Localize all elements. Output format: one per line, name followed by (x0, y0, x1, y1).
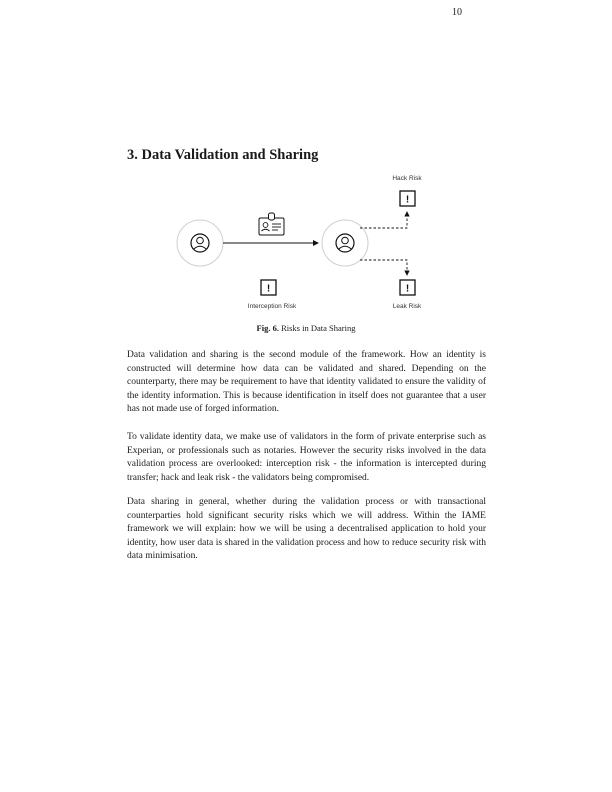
caption-text: Risks in Data Sharing (281, 323, 356, 333)
hack-risk-path (360, 212, 407, 228)
hack-risk-label: Hack Risk (392, 175, 422, 182)
leak-risk-path (360, 260, 407, 275)
svg-text:!: ! (266, 283, 271, 295)
id-card-icon (259, 213, 284, 235)
interception-risk-alert-icon (261, 280, 276, 295)
svg-text:!: ! (405, 194, 410, 206)
leak-risk-alert-icon (400, 280, 415, 295)
figure-caption (0, 323, 612, 333)
paragraph-1: Data validation and sharing is the second module of the framework. How an identity is constructed will determine how data can be validated and shared. Depending on the counterparty, there may be requirement to have that identity validated to ensure the validity of the identity information. This is because identification in itself does not guarantee that a user has not made use of forged information. (127, 350, 486, 414)
svg-text:!: ! (405, 283, 410, 295)
risks-diagram (0, 168, 612, 318)
receiver-user-icon (322, 220, 368, 266)
hack-risk-alert-icon (400, 191, 415, 206)
section-title: 3. Data Validation and Sharing (127, 147, 319, 163)
leak-risk-label: Leak Risk (392, 303, 422, 310)
paragraph-2: To validate identity data, we make use of validators in the form of private enterprise such as Experian, or professionals such as notaries. However the security risks involved in the data validation process are overlooked: interception risk - the information is intercepted during transfer; hack and leak risk - the validators being compromised. (127, 432, 486, 483)
paragraph-3: Data sharing in general, whether during the validation process or with transactional counterparties hold significant security risks which we will address. Within the IAME framework we will explain: how we will be using a decentralised application to hold your identity, how user data is shared in the validation process and how to reduce security risk with data minimisation. (127, 497, 486, 561)
page-number: 10 (452, 7, 462, 18)
sender-user-icon (177, 220, 223, 266)
risks-figure (0, 168, 612, 318)
caption-label: Fig. 6. (256, 323, 279, 333)
interception-risk-label: Interception Risk (247, 303, 297, 310)
